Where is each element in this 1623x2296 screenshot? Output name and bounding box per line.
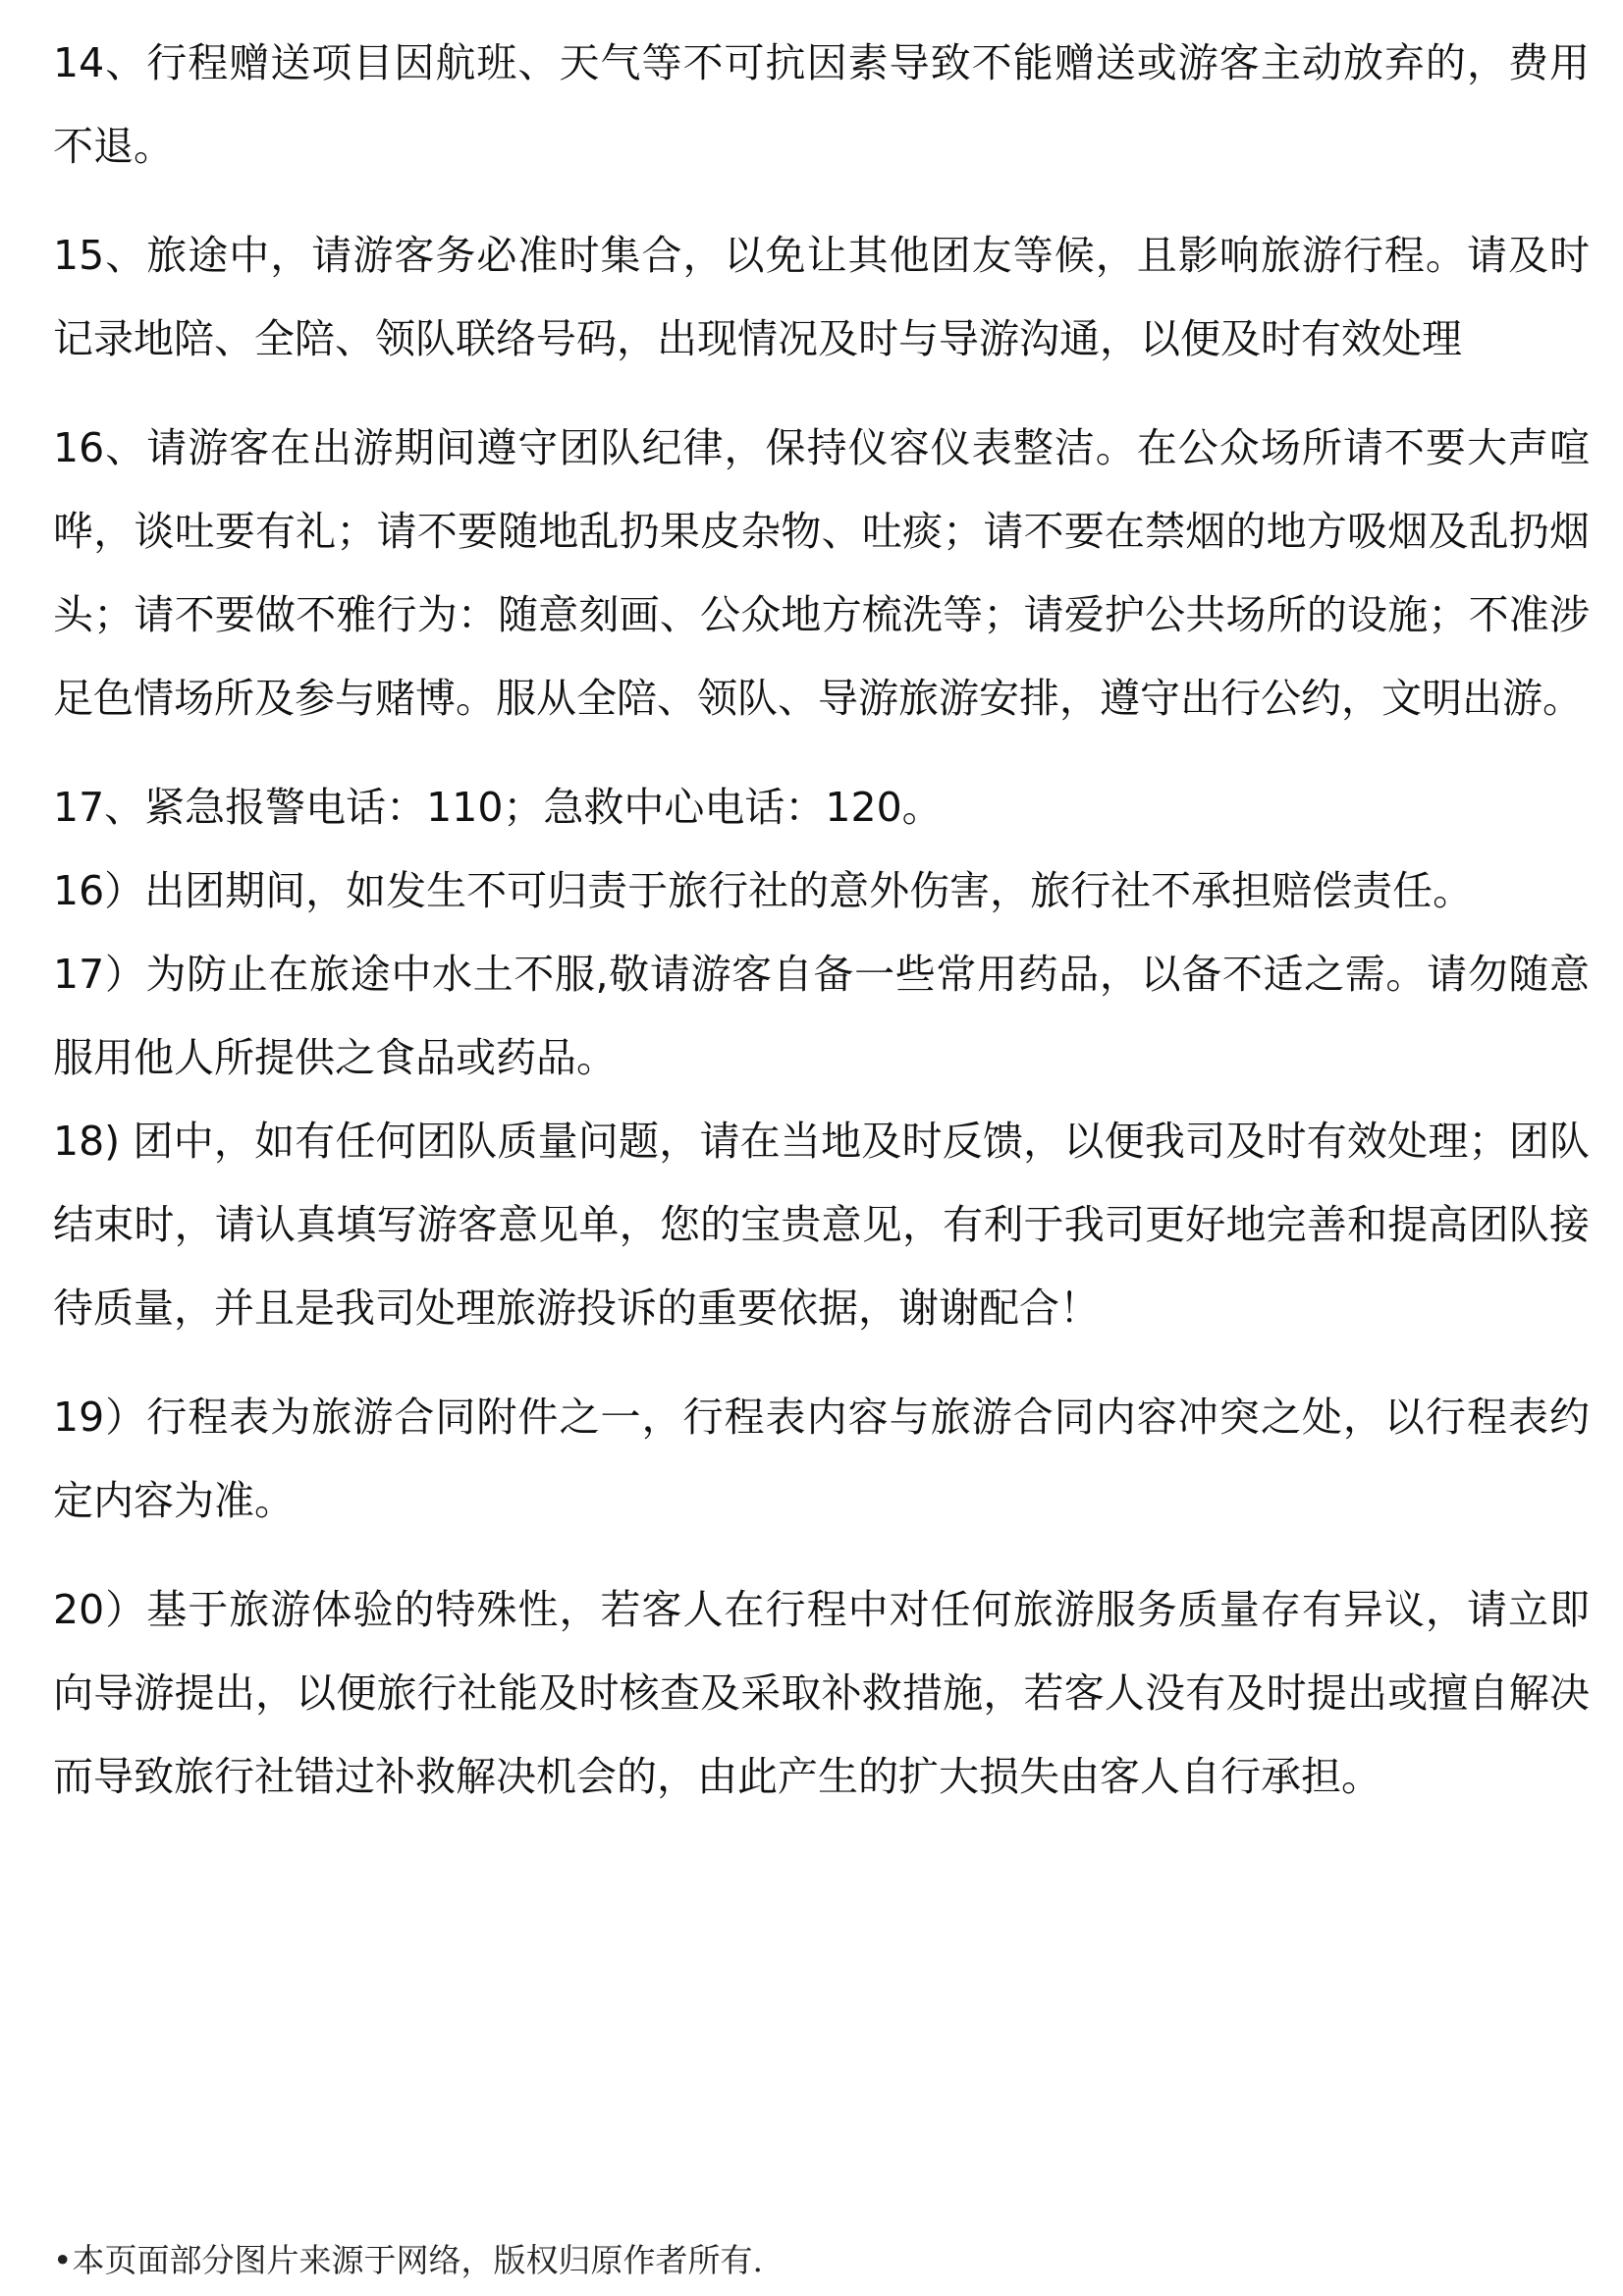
document-body xyxy=(53,22,1590,1819)
notice-item-19: 19）行程表为旅游合同附件之一，行程表内容与旅游合同内容冲突之处，以行程表约定内容为准。 xyxy=(53,1394,1590,1524)
notice-item-16b: 16）出团期间，如发生不可归责于旅行社的意外伤害，旅行社不承担赔偿责任。 xyxy=(53,867,1474,914)
notice-item-17b: 17）为防止在旅途中水土不服,敬请游客自备一些常用药品，以备不适之需。请勿随意服用他人所提供之食品或药品。 xyxy=(53,951,1590,1081)
copyright-footnote: •本页面部分图片来源于网络，版权归原作者所有. xyxy=(53,2241,763,2279)
notice-item-20: 20）基于旅游体验的特殊性，若客人在行程中对任何旅游服务质量存有异议，请立即向导游提出，以便旅行社能及时核查及采取补救措施，若客人没有及时提出或擅自解决而导致旅行社错过补救解决机会的，由此产生的扩大损失由客人自行承担。 xyxy=(53,1586,1590,1800)
notice-item-17: 17、紧急报警电话：110；急救中心电话：120。 xyxy=(53,784,943,831)
notice-item-18: 18) 团中，如有任何团队质量问题，请在当地及时反馈，以便我司及时有效处理；团队结束时，请认真填写游客意见单，您的宝贵意见，有利于我司更好地完善和提高团队接待质量，并且是我司处理旅游投诉的重要依据，谢谢配合！ xyxy=(53,1118,1590,1332)
notice-item-15: 15、旅途中，请游客务必准时集合，以免让其他团友等候，且影响旅游行程。请及时记录地陪、全陪、领队联络号码，出现情况及时与导游沟通，以便及时有效处理 xyxy=(53,232,1590,362)
notice-item-14: 14、行程赠送项目因航班、天气等不可抗因素导致不能赠送或游客主动放弃的，费用不退。 xyxy=(53,39,1590,170)
notice-item-16: 16、请游客在出游期间遵守团队纪律，保持仪容仪表整洁。在公众场所请不要大声喧哗，谈吐要有礼；请不要随地乱扔果皮杂物、吐痰；请不要在禁烟的地方吸烟及乱扔烟头；请不要做不雅行为：随意刻画、公众地方梳洗等；请爱护公共场所的设施；不准涉足色情场所及参与赌博。服从全陪、领队、导游旅游安排，遵守出行公约，文明出游。 xyxy=(53,424,1590,722)
